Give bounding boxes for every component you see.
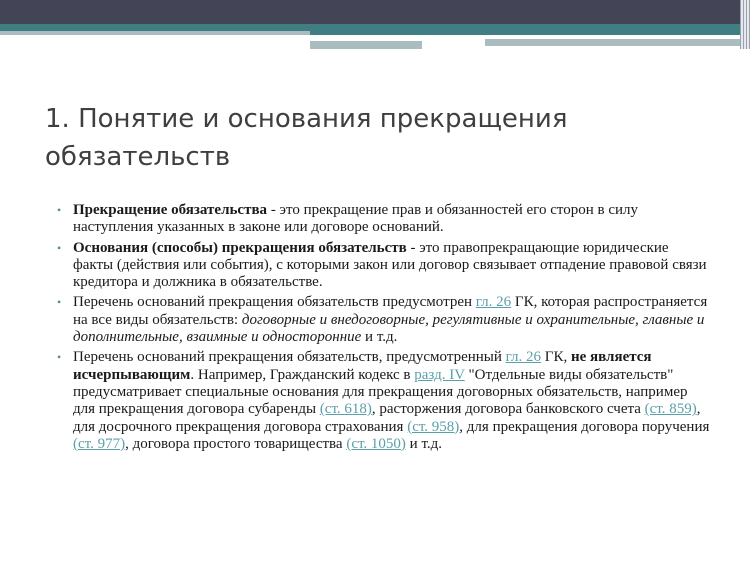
link-art-618[interactable]: (ст. 618): [319, 401, 372, 418]
bullet-list: [55, 202, 710, 456]
term: Основания (способы) прекращения обязательств: [73, 239, 407, 256]
list-item: [55, 349, 710, 453]
header-band-gray-left: [0, 31, 310, 35]
header-band-teal-right: [310, 31, 740, 35]
link-art-1050[interactable]: (ст. 1050): [346, 435, 406, 452]
italic-text: договорные и внедоговорные, регулятивные и охранительные, главные и дополнительные, взаимные и односторонние: [73, 311, 705, 346]
link-art-958[interactable]: (ст. 958): [407, 418, 460, 435]
link-art-977[interactable]: (ст. 977): [73, 435, 126, 452]
text: . Например, Гражданский кодекс в: [190, 366, 415, 383]
text: ГК,: [541, 349, 571, 366]
text: , для досрочного прекращения договора страхования: [73, 401, 701, 435]
header-band-gray-right: [485, 39, 740, 46]
definition: - это прекращение прав и обязанностей его сторон в силу наступления указанных в законе или договоре оснований.: [73, 202, 638, 236]
list-item: [55, 294, 710, 346]
text: , для прекращения договора поручения: [459, 418, 710, 435]
term: Прекращение обязательства: [73, 202, 268, 218]
text: ГК, которая распространяется на все виды обязательств:: [73, 294, 708, 328]
link-ch26[interactable]: гл. 26: [505, 349, 542, 366]
bold-text: не является исчерпывающим: [73, 349, 652, 383]
link-ch26[interactable]: гл. 26: [475, 294, 512, 311]
definition: - это правопрекращающие юридические факты (действия или события), с которыми закон или договор связывает отпадение правовой связи кредитора и должника в обязательстве.: [73, 239, 707, 291]
text: "Отдельные виды обязательств" предусматривает специальные основания для прекращения договорных обязательств, например для прекращения договора субаренды: [73, 366, 688, 418]
slide-title: 1. Понятие и основания прекращения обязательств: [45, 104, 568, 172]
text: и т.д.: [405, 435, 443, 452]
header-band-teal: [0, 24, 750, 31]
text: и т.д.: [361, 329, 398, 346]
list-item: [55, 202, 710, 237]
link-art-859[interactable]: (ст. 859): [644, 401, 697, 418]
header-band-gray-right-short: [310, 41, 422, 49]
text: Перечень оснований прекращения обязательств предусмотрен: [73, 294, 476, 311]
text: , расторжения договора банковского счета: [371, 401, 645, 418]
list-item: [55, 240, 710, 292]
text: , договора простого товарищества: [125, 435, 347, 452]
link-section-4[interactable]: разд. IV: [414, 366, 465, 383]
text: Перечень оснований прекращения обязательств, предусмотренный: [73, 349, 506, 366]
header-stripes: [740, 0, 750, 49]
header-band-dark: [0, 0, 750, 24]
